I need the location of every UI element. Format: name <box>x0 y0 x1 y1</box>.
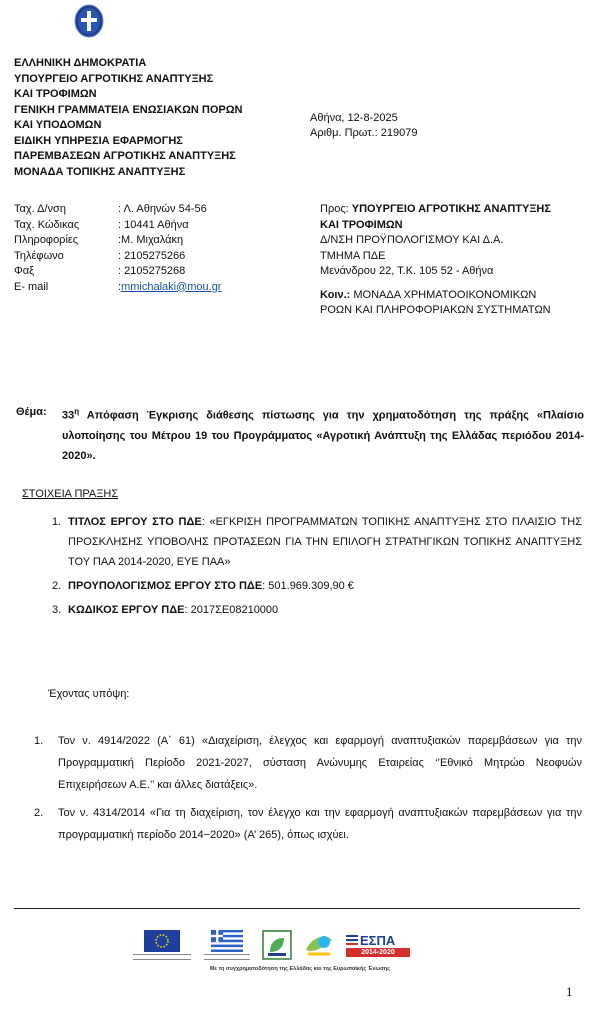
sender-line: ΚΑΙ ΤΡΟΦΙΜΩΝ <box>14 88 97 100</box>
subject-superscript: η <box>74 407 80 416</box>
sender-line: ΚΑΙ ΥΠΟΔΟΜΩΝ <box>14 119 102 131</box>
footer-divider <box>14 908 580 909</box>
contact-row <box>14 233 221 249</box>
greek-flag-icon <box>202 930 252 960</box>
cc-label: Κοιν.: <box>320 288 354 301</box>
sender-line: ΕΙΔΙΚΗ ΥΠΗΡΕΣΙΑ ΕΦΑΡΜΟΓΗΣ <box>14 134 183 147</box>
espa-text: ΕΣΠΑ <box>360 932 396 948</box>
item-number: 2. <box>52 580 62 592</box>
sender-line: ΥΠΟΥΡΓΕΙΟ ΑΓΡΟΤΙΚΗΣ ΑΝΑΠΤΥΞΗΣ <box>14 72 214 85</box>
contact-row-email <box>14 280 221 296</box>
to-line: ΥΠΟΥΡΓΕΙΟ ΑΓΡΟΤΙΚΗΣ ΑΝΑΠΤΥΞΗΣ <box>351 203 551 215</box>
contact-label: Τηλέφωνο <box>14 249 64 262</box>
list-item <box>34 730 582 796</box>
contact-row <box>14 264 221 280</box>
sender-line: ΠΑΡΕΜΒΑΣΕΩΝ ΑΓΡΟΤΙΚΗΣ ΑΝΑΠΤΥΞΗΣ <box>14 150 236 162</box>
considering-title: Έχοντας υπόψη: <box>48 688 130 700</box>
subject <box>16 402 584 462</box>
item-number: 1. <box>34 735 44 747</box>
footer-caption: Με τη συγχρηματοδότηση της Ελλάδας και της Ευρωπαϊκής Ένωσης <box>209 966 391 972</box>
section-title: ΣΤΟΙΧΕΙΑ ΠΡΑΞΗΣ <box>22 488 119 500</box>
subject-label: Θέμα: <box>16 406 47 418</box>
paa-logo-icon <box>302 930 336 960</box>
sender-line: ΕΛΛΗΝΙΚΗ ΔΗΜΟΚΡΑΤΙΑ <box>14 57 147 69</box>
item-value: : «ΕΓΚΡΙΣΗ ΠΡΟΓΡΑΜΜΑΤΩΝ ΤΟΠΙΚΗΣ ΑΝΑΠΤΥΞΗΣ ΣΤΟ ΠΛΑΙΣΙΟ ΤΗΣ ΠΡΟΣΚΛΗΣΗΣ ΥΠΟΒΟΛΗΣ ΠΡΟΤΑΣΕΩΝ ΓΙΑ ΤΗΝ ΕΠΙΛΟΓΗ ΣΤΡΑΤΗΓΙΚΩΝ ΤΟΠΙΚΗΣ ΑΝΑΠΤΥΞΗΣ ΤΟΥ ΠΑΑ 2014-2020, ΕΥΕ ΠΑΑ» <box>68 516 582 568</box>
subject-body: Απόφαση Έγκρισης διάθεσης πίστωσης για την χρηματοδότηση της πράξης «Πλαίσιο υλοποίησης του Μέτρου 19 του Προγράμματος «Αγροτική Ανάπτυξη της Ελλάδας περιόδου 2014-2020». <box>62 409 584 462</box>
page-number: 1 <box>566 984 573 999</box>
contact-label: Ταχ. Δ/νση <box>14 203 66 215</box>
item-number: 1. <box>52 516 62 528</box>
item-number: 3. <box>52 604 62 616</box>
to-line: ΚΑΙ ΤΡΟΦΙΜΩΝ <box>320 218 403 231</box>
considering-list <box>34 730 582 852</box>
to-label: Προς: <box>320 203 352 215</box>
list-item <box>34 802 582 846</box>
subject-text <box>62 402 584 466</box>
item-text: Τον ν. 4914/2022 (Α΄ 61) «Διαχείριση, έλεγχος και εφαρμογή αναπτυξιακών παρεμβάσεων για την Προγραμματική Περίοδο 2021-2027, σύσταση Ανώνυμης Εταιρείας ‘’Εθνικό Μητρώο Νεοφυών Επιχειρήσεων Α.Ε.’’ και άλλες διατάξεις». <box>58 735 582 791</box>
item-label: ΚΩΔΙΚΟΣ ΕΡΓΟΥ ΠΔΕ <box>68 604 185 616</box>
espa-logo <box>346 930 410 960</box>
item-label: ΠΡΟΥΠΟΛΟΓΙΣΜΟΣ ΕΡΓΟΥ ΣΤΟ ΠΔΕ <box>68 580 263 592</box>
contact-value: : 2105275268 <box>118 265 186 277</box>
contact-value: : 2105275266 <box>118 249 186 262</box>
eu-flag-icon <box>132 930 192 960</box>
date-protocol <box>310 111 417 141</box>
espa-years: 2014-2020 <box>346 948 410 957</box>
email-prefix: : <box>118 280 122 293</box>
contact-value: :Μ. Μιχαλάκη <box>118 234 184 246</box>
email-link[interactable]: mmichalaki@mou.gr <box>121 280 222 293</box>
to-line: Μενάνδρου 22, Τ.Κ. 105 52 - Αθήνα <box>320 265 494 277</box>
list-item <box>52 512 582 572</box>
date-line: Αθήνα, 12-8-2025 <box>310 112 398 124</box>
contact-value: : 10441 Αθήνα <box>118 218 189 231</box>
item-value: : 501.969.309,90 € <box>262 580 354 592</box>
cc-line: ΡΟΩΝ ΚΑΙ ΠΛΗΡΟΦΟΡΙΑΚΩΝ ΣΥΣΤΗΜΑΤΩΝ <box>320 304 551 316</box>
subject-number: 33 <box>62 409 75 422</box>
item-text: Τον ν. 4314/2014 «Για τη διαχείριση, τον έλεγχο και την εφαρμογή αναπτυξιακών παρεμβάσεων για την προγραμματική περίοδο 2014−2020» (Α’ 265), όπως ισχύει. <box>58 807 582 841</box>
contact-label: Ταχ. Κώδικας <box>14 218 80 231</box>
leader-logo-icon <box>262 930 292 960</box>
greek-emblem-icon <box>72 4 106 38</box>
list-item <box>52 600 582 620</box>
contact-block <box>14 202 221 295</box>
email-label: E- mail <box>14 280 49 293</box>
contact-value: : Λ. Αθηνών 54-56 <box>118 203 207 215</box>
sender-line: ΓΕΝΙΚΗ ΓΡΑΜΜΑΤΕΙΑ ΕΝΩΣΙΑΚΩΝ ΠΟΡΩΝ <box>14 103 243 116</box>
item-value: : 2017ΣΕ08210000 <box>184 604 279 616</box>
sender-block <box>14 56 314 180</box>
list-item <box>52 576 582 596</box>
to-line: ΤΜΗΜΑ ΠΔΕ <box>320 249 386 262</box>
to-line: Δ/ΝΣΗ ΠΡΟΫΠΟΛΟΓΙΣΜΟΥ ΚΑΙ Δ.Α. <box>320 234 504 246</box>
contact-row <box>14 218 221 234</box>
project-list <box>52 512 582 624</box>
contact-row <box>14 202 221 218</box>
footer-logos <box>132 928 468 962</box>
item-label: ΤΙΤΛΟΣ ΕΡΓΟΥ ΣΤΟ ΠΔΕ <box>68 516 202 528</box>
contact-label: Πληροφορίες <box>14 234 79 246</box>
cc-line: ΜΟΝΑΔΑ ΧΡΗΜΑΤΟΟΙΚΟΝΟΜΙΚΩΝ <box>353 288 537 301</box>
espa-stripes-icon <box>346 935 358 945</box>
recipient-block <box>320 202 600 319</box>
item-number: 2. <box>34 807 44 819</box>
contact-label: Φαξ <box>14 265 35 277</box>
protocol-line: Αριθμ. Πρωτ.: 219079 <box>310 127 418 139</box>
contact-row <box>14 249 221 265</box>
sender-line: ΜΟΝΑΔΑ ΤΟΠΙΚΗΣ ΑΝΑΠΤΥΞΗΣ <box>14 165 186 178</box>
